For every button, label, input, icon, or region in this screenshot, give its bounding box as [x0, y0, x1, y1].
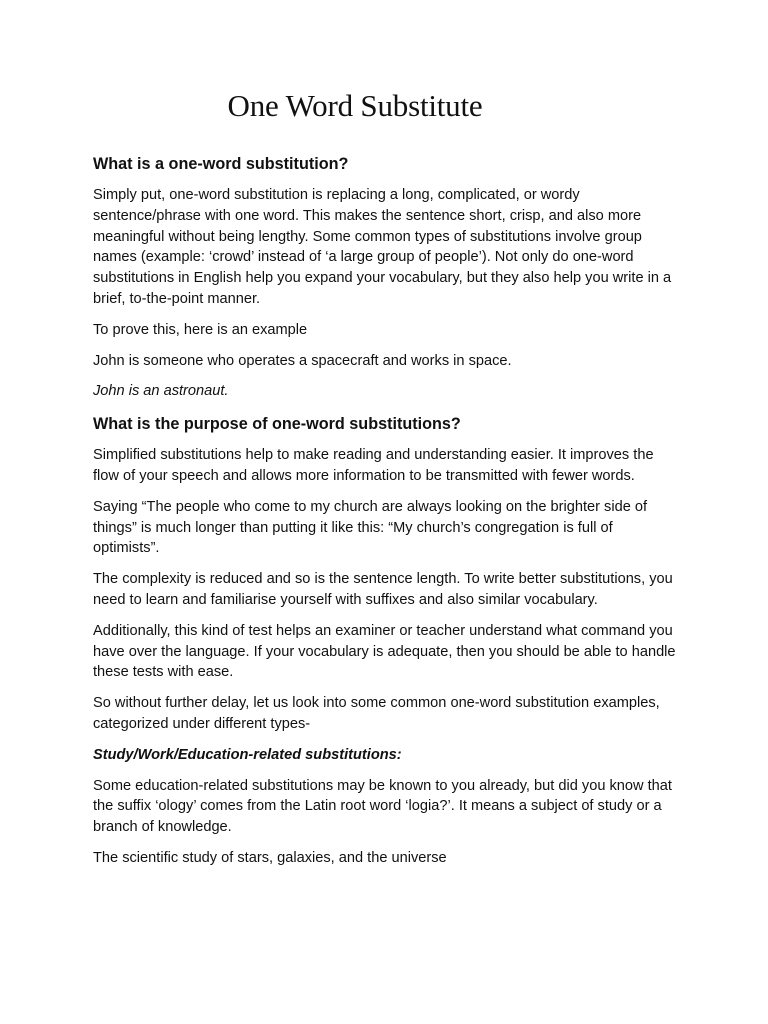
paragraph-complexity: The complexity is reduced and so is the sentence length. To write better substitutions, you need to learn and familiarise yourself with suffixes and also similar vocabulary. — [93, 571, 673, 608]
section-heading-purpose: What is the purpose of one-word substitutions? — [93, 415, 461, 434]
document-body — [93, 152, 683, 879]
page-title: One Word Substitute — [227, 88, 483, 123]
paragraph-example-answer: John is an astronaut. — [93, 383, 229, 400]
paragraph-examiner: Additionally, this kind of test helps an examiner or teacher understand what command you have over the language. If your vocabulary is adequate, then you should be able to handle these tests with ease. — [93, 622, 676, 681]
paragraph-ology: Some education-related substitutions may be known to you already, but did you know that the suffix ‘ology’ comes from the Latin root word ‘logia?’. It means a subject of study or a branch of knowledge. — [93, 777, 672, 836]
paragraph-church-example: Saying “The people who come to my church are always looking on the brighter side of things” is much longer than putting it like this: “My church’s congregation is full of optimists”. — [93, 498, 648, 557]
paragraph-definition: Simply put, one-word substitution is replacing a long, complicated, or wordy sentence/phrase with one word. This makes the sentence short, crisp, and also more meaningful without being lengthy. Some common types of substitutions involve group names (example: ‘crowd’ instead of ‘a large group of people’). Not only do one-word substitutions in English help you expand your vocabulary, but they also help you write in a brief, to-the-point manner. — [93, 187, 672, 307]
subheading-study-work: Study/Work/Education-related substitutions: — [93, 746, 402, 763]
paragraph-prove-intro: To prove this, here is an example — [93, 321, 308, 338]
paragraph-example-sentence: John is someone who operates a spacecraft and works in space. — [93, 352, 512, 369]
paragraph-purpose: Simplified substitutions help to make reading and understanding easier. It improves the flow of your speech and allows more information to be transmitted with fewer words. — [93, 447, 654, 484]
paragraph-stars-question: The scientific study of stars, galaxies, and the universe — [93, 849, 447, 866]
section-heading-what-is: What is a one-word substitution? — [93, 155, 349, 173]
paragraph-further: So without further delay, let us look into some common one-word substitution examples, categorized under different types- — [93, 695, 660, 732]
